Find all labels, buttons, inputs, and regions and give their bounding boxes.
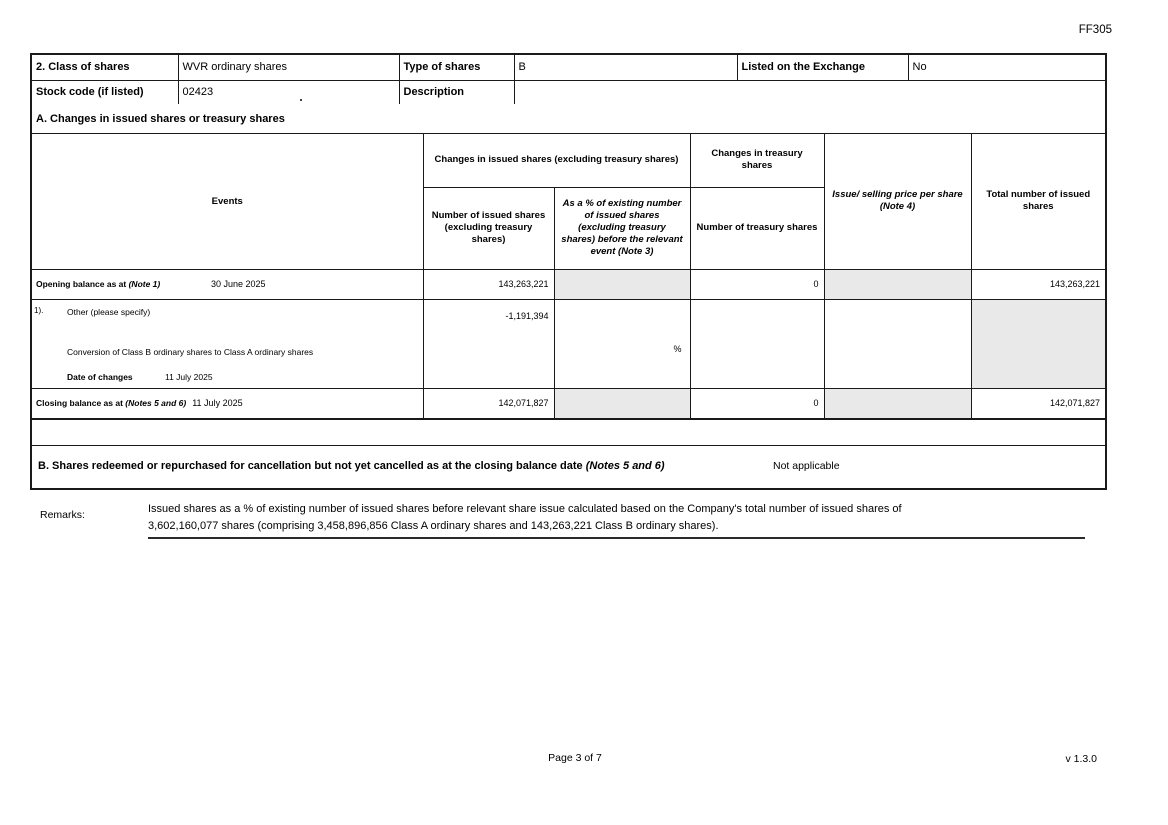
opening-balance-label-cell bbox=[32, 269, 423, 299]
empty-band bbox=[32, 418, 1105, 446]
form-code: FF305 bbox=[1078, 24, 1112, 36]
listed-on-exchange-value: No bbox=[908, 55, 1105, 80]
opening-balance-date: 30 June 2025 bbox=[211, 279, 266, 289]
closing-balance-label: Closing balance as at bbox=[36, 398, 126, 409]
closing-balance-note: (Notes 5 and 6) bbox=[125, 398, 187, 409]
events-header: Events bbox=[32, 134, 423, 269]
closing-balance-date: 11 July 2025 bbox=[192, 398, 243, 409]
price-per-share-header: Issue/ selling price per share (Note 4) bbox=[824, 134, 971, 269]
opening-balance-row bbox=[32, 269, 1105, 299]
closing-num-issued: 142,071,827 bbox=[423, 388, 554, 418]
event-total-cell bbox=[971, 299, 1105, 388]
event-description-cell bbox=[32, 299, 423, 388]
event-type: Other (please specify) bbox=[67, 306, 151, 317]
closing-percent-cell bbox=[554, 388, 690, 418]
stray-mark bbox=[300, 99, 302, 101]
info-row-2 bbox=[32, 80, 1105, 104]
issued-shares-group-header: Changes in issued shares (excluding treasury shares) bbox=[423, 134, 690, 187]
share-info-table bbox=[32, 55, 1105, 104]
treasury-shares-group-header: Changes in treasury shares bbox=[690, 134, 824, 187]
event-percent-cell: % bbox=[554, 299, 690, 388]
closing-num-treasury: 0 bbox=[690, 388, 824, 418]
info-row-1 bbox=[32, 55, 1105, 80]
page-number: Page 3 of 7 bbox=[548, 752, 602, 764]
closing-balance-label-cell bbox=[32, 388, 423, 418]
event-index: 1). bbox=[34, 305, 44, 315]
form-body bbox=[30, 53, 1107, 490]
section-a-title: A. Changes in issued shares or treasury shares bbox=[32, 104, 1105, 134]
type-of-shares-label: Type of shares bbox=[399, 55, 514, 80]
remarks-line-1: Issued shares as a % of existing number of issued shares before relevant share issue calculated based on the Company's total number of issued shares of bbox=[148, 503, 902, 515]
event-num-treasury bbox=[690, 299, 824, 388]
number-treasury-header: Number of treasury shares bbox=[690, 187, 824, 269]
class-of-shares-value: WVR ordinary shares bbox=[178, 55, 399, 80]
event-row-1 bbox=[32, 299, 1105, 388]
description-label: Description bbox=[399, 80, 514, 104]
total-issued-header: Total number of issued shares bbox=[971, 134, 1105, 269]
version-number: v 1.3.0 bbox=[1065, 753, 1097, 765]
opening-percent-cell bbox=[554, 269, 690, 299]
opening-num-issued: 143,263,221 bbox=[423, 269, 554, 299]
section-b-value: Not applicable bbox=[773, 459, 840, 472]
section-b-note: (Notes 5 and 6) bbox=[585, 459, 665, 472]
closing-balance-row bbox=[32, 388, 1105, 418]
event-num-issued: -1,191,394 bbox=[423, 299, 554, 388]
percent-existing-header: As a % of existing number of issued shares (excluding treasury shares) before the relevant event (Note 3) bbox=[554, 187, 690, 269]
remarks-label: Remarks: bbox=[40, 509, 85, 521]
event-price-cell bbox=[824, 299, 971, 388]
changes-table bbox=[32, 134, 1105, 418]
opening-num-treasury: 0 bbox=[690, 269, 824, 299]
stock-code-value: 02423 bbox=[178, 80, 399, 104]
opening-balance-label: Opening balance as at bbox=[36, 279, 129, 289]
description-value bbox=[514, 80, 1105, 104]
stock-code-label: Stock code (if listed) bbox=[32, 80, 178, 104]
listed-on-exchange-label: Listed on the Exchange bbox=[737, 55, 908, 80]
section-b-row bbox=[32, 446, 1105, 485]
section-b-title: B. Shares redeemed or repurchased for cancellation but not yet cancelled as at the closing balance date bbox=[38, 459, 586, 472]
closing-total: 142,071,827 bbox=[971, 388, 1105, 418]
remarks-text bbox=[148, 501, 1085, 539]
event-date-label: Date of changes bbox=[67, 371, 133, 382]
opening-total: 143,263,221 bbox=[971, 269, 1105, 299]
closing-price-cell bbox=[824, 388, 971, 418]
class-of-shares-label: 2. Class of shares bbox=[32, 55, 178, 80]
opening-balance-note: (Note 1) bbox=[128, 279, 161, 289]
event-date: 11 July 2025 bbox=[165, 371, 213, 382]
type-of-shares-value: B bbox=[514, 55, 737, 80]
remarks-line-2: 3,602,160,077 shares (comprising 3,458,896,856 Class A ordinary shares and 143,263,221 Class B ordinary shares). bbox=[148, 519, 719, 532]
event-detail: Conversion of Class B ordinary shares to Class A ordinary shares bbox=[67, 346, 314, 357]
header-row-groups bbox=[32, 134, 1105, 187]
opening-price-cell bbox=[824, 269, 971, 299]
number-issued-header: Number of issued shares (excluding treasury shares) bbox=[423, 187, 554, 269]
